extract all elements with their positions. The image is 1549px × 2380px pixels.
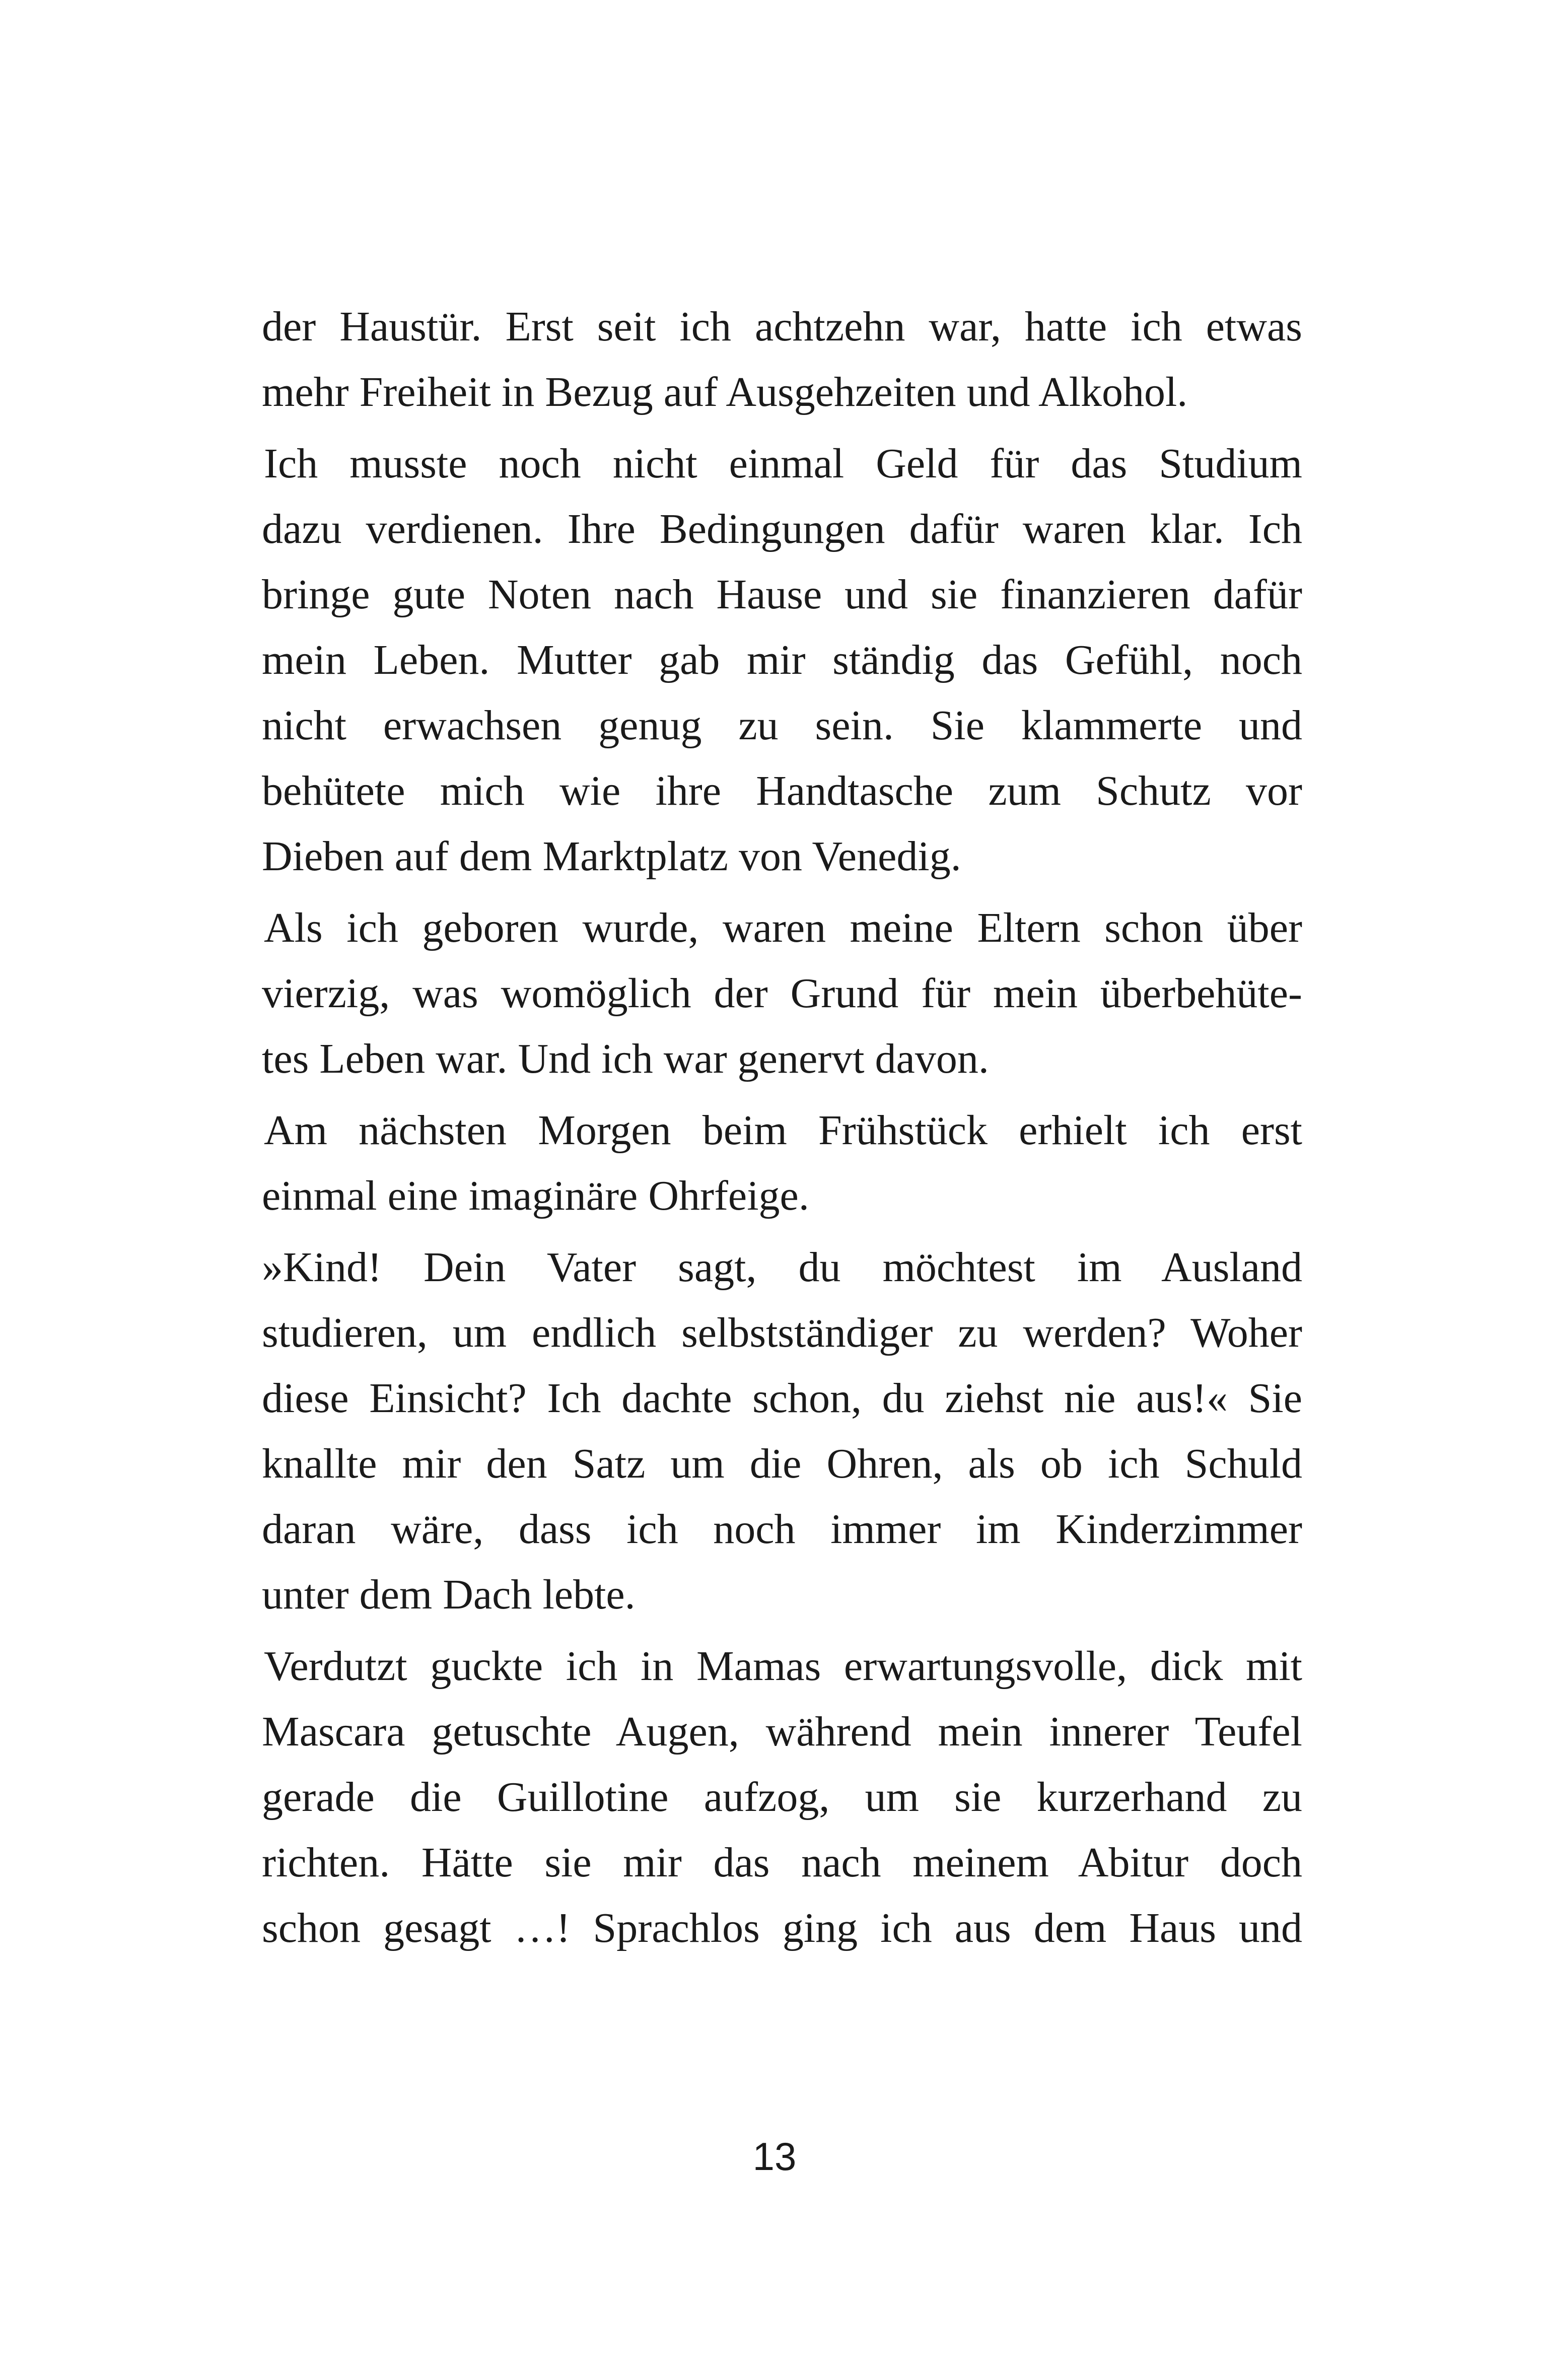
text-line: dazu verdienen. Ihre Bedingungen dafür waren klar. Ich (262, 506, 1302, 552)
text-line: Am nächsten Morgen beim Frühstück erhielt ich erst (264, 1107, 1302, 1154)
text-line: einmal eine imaginäre Ohrfeige. (262, 1172, 809, 1219)
text-line: knallte mir den Satz um die Ohren, als ob ich Schuld (262, 1440, 1302, 1487)
paragraph (262, 431, 1302, 889)
text-line: Verdutzt guckte ich in Mamas erwartungsvolle, dick mit (264, 1643, 1302, 1690)
text-line: mein Leben. Mutter gab mir ständig das Gefühl, noch (262, 637, 1302, 683)
paragraph (262, 1098, 1302, 1229)
text-line: mehr Freiheit in Bezug auf Ausgehzeiten und Alkohol. (262, 369, 1188, 415)
text-line: unter dem Dach lebte. (262, 1571, 636, 1618)
text-line: schon gesagt …! Sprachlos ging ich aus dem Haus und (262, 1905, 1302, 1951)
text-line: der Haustür. Erst seit ich achtzehn war, hatte ich etwas (262, 303, 1302, 350)
text-line: daran wäre, dass ich noch immer im Kinderzimmer (262, 1506, 1302, 1553)
text-line: studieren, um endlich selbstständiger zu werden? Woher (262, 1309, 1302, 1356)
text-line: diese Einsicht? Ich dachte schon, du ziehst nie aus!« Sie (262, 1375, 1302, 1422)
text-line: bringe gute Noten nach Hause und sie finanzieren dafür (262, 571, 1302, 618)
page-number: 13 (752, 2134, 797, 2179)
text-line: Als ich geboren wurde, waren meine Eltern schon über (264, 904, 1302, 951)
text-line: Mascara getuschte Augen, während mein innerer Teufel (262, 1708, 1302, 1755)
text-line: nicht erwachsen genug zu sein. Sie klammerte und (262, 702, 1302, 749)
text-line: vierzig, was womöglich der Grund für mein überbehüte- (262, 970, 1302, 1017)
paragraph (262, 294, 1302, 425)
paragraph (262, 1634, 1302, 1961)
text-line: richten. Hätte sie mir das nach meinem Abitur doch (262, 1839, 1302, 1886)
text-line: tes Leben war. Und ich war genervt davon. (262, 1035, 989, 1082)
paragraph (262, 1235, 1302, 1628)
text-line: behütete mich wie ihre Handtasche zum Schutz vor (262, 767, 1302, 814)
text-line: gerade die Guillotine aufzog, um sie kurzerhand zu (262, 1774, 1302, 1821)
text-line: Dieben auf dem Marktplatz von Venedig. (262, 833, 961, 880)
paragraph (262, 895, 1302, 1092)
body-text (262, 294, 1302, 1967)
text-line: »Kind! Dein Vater sagt, du möchtest im Ausland (262, 1244, 1302, 1291)
text-line: Ich musste noch nicht einmal Geld für das Studium (264, 440, 1302, 487)
